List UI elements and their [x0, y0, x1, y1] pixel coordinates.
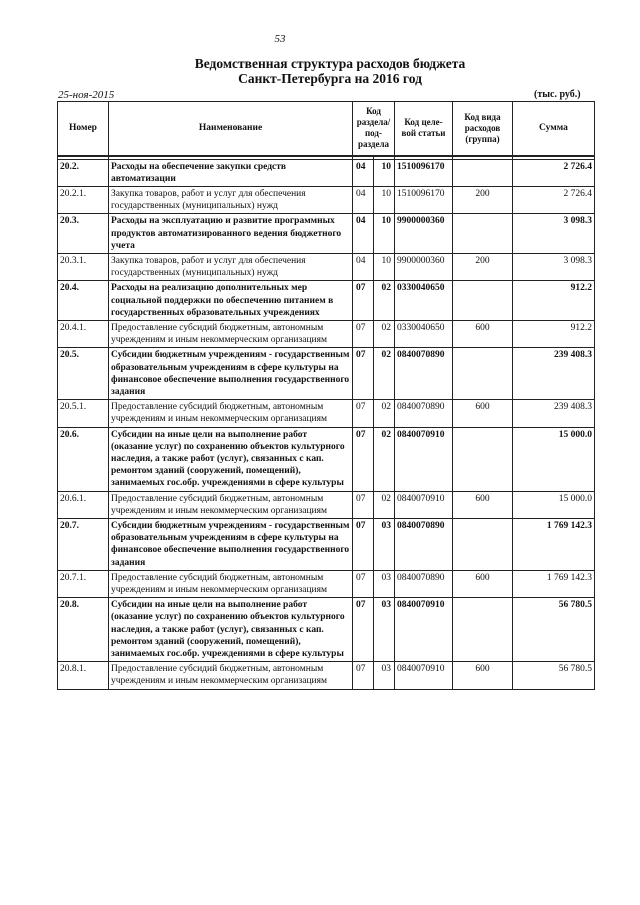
table-body — [58, 156, 595, 690]
cell-section: 07 — [353, 518, 374, 570]
table-row — [58, 662, 595, 689]
cell-number: 20.6. — [58, 427, 109, 491]
cell-target-code: 0330040650 — [395, 281, 453, 321]
units-label: (тыс. руб.) — [534, 89, 581, 100]
cell-target-code: 0840070910 — [395, 662, 453, 689]
cell-number: 20.6.1. — [58, 491, 109, 518]
cell-name: Расходы на эксплуатацию и развитие программных продуктов автоматизированного ведения бюджетного учета — [109, 214, 353, 254]
document-date: 25-ноя-2015 — [58, 89, 115, 101]
cell-target-code: 0840070910 — [395, 427, 453, 491]
cell-section: 07 — [353, 348, 374, 400]
table-row — [58, 491, 595, 518]
cell-expense-type — [453, 281, 513, 321]
cell-name: Предоставление субсидий бюджетным, автономным учреждениям и иным некоммерческим организациям — [109, 570, 353, 597]
cell-section: 07 — [353, 281, 374, 321]
cell-subsection: 03 — [374, 518, 395, 570]
cell-section: 07 — [353, 662, 374, 689]
cell-target-code: 0840070910 — [395, 491, 453, 518]
cell-subsection: 02 — [374, 281, 395, 321]
table-row — [58, 570, 595, 597]
cell-section: 04 — [353, 214, 374, 254]
cell-sum: 1 769 142.3 — [513, 518, 595, 570]
cell-section: 04 — [353, 253, 374, 280]
cell-number: 20.5.1. — [58, 400, 109, 427]
cell-subsection: 02 — [374, 491, 395, 518]
table-row — [58, 427, 595, 491]
header-sum: Сумма — [513, 102, 595, 156]
cell-target-code: 0840070890 — [395, 518, 453, 570]
cell-section: 04 — [353, 159, 374, 186]
header-target: Код целе- вой статьи — [395, 102, 453, 156]
cell-name: Предоставление субсидий бюджетным, автономным учреждениям и иным некоммерческим организациям — [109, 662, 353, 689]
cell-number: 20.4. — [58, 281, 109, 321]
budget-table — [57, 101, 595, 690]
document-title-line-2: Санкт-Петербурга на 2016 год — [238, 71, 422, 86]
cell-sum: 56 780.5 — [513, 662, 595, 689]
cell-section: 04 — [353, 186, 374, 213]
cell-expense-type: 600 — [453, 400, 513, 427]
cell-sum: 2 726.4 — [513, 186, 595, 213]
cell-expense-type — [453, 598, 513, 662]
cell-subsection: 02 — [374, 320, 395, 347]
cell-expense-type: 600 — [453, 320, 513, 347]
table-row — [58, 320, 595, 347]
cell-name: Субсидии бюджетным учреждениям - государственным образовательным учреждениям в сфере культуры на финансовое обеспечение выполнения государственного задания — [109, 518, 353, 570]
cell-name: Предоставление субсидий бюджетным, автономным учреждениям и иным некоммерческим организациям — [109, 400, 353, 427]
cell-target-code: 9900000360 — [395, 253, 453, 280]
table-row — [58, 400, 595, 427]
cell-target-code: 0840070890 — [395, 570, 453, 597]
cell-subsection: 10 — [374, 186, 395, 213]
cell-subsection: 10 — [374, 253, 395, 280]
cell-expense-type: 600 — [453, 570, 513, 597]
page-number: 53 — [274, 33, 286, 45]
cell-sum: 3 098.3 — [513, 214, 595, 254]
cell-subsection: 02 — [374, 427, 395, 491]
cell-number: 20.5. — [58, 348, 109, 400]
cell-target-code: 9900000360 — [395, 214, 453, 254]
cell-expense-type: 600 — [453, 662, 513, 689]
cell-section: 07 — [353, 427, 374, 491]
cell-name: Субсидии на иные цели на выполнение работ (оказание услуг) по сохранению объектов культурного наследия, а также работ (услуг), связанных с кап. ремонтом зданий (сооружений, помещений), занимаемых гос.обр. учреждениями в сфере культуры — [109, 427, 353, 491]
cell-number: 20.3.1. — [58, 253, 109, 280]
cell-target-code: 0840070910 — [395, 598, 453, 662]
cell-expense-type — [453, 159, 513, 186]
header-expense-type: Код вида расходов (группа) — [453, 102, 513, 156]
table-row — [58, 348, 595, 400]
cell-name: Расходы на реализацию дополнительных мер социальной поддержки по обеспечению питанием в государственных образовательных учреждениях — [109, 281, 353, 321]
cell-number: 20.7. — [58, 518, 109, 570]
cell-sum: 15 000.0 — [513, 491, 595, 518]
cell-number: 20.7.1. — [58, 570, 109, 597]
cell-expense-type: 200 — [453, 186, 513, 213]
cell-sum: 56 780.5 — [513, 598, 595, 662]
cell-target-code: 0840070890 — [395, 400, 453, 427]
header-number: Номер — [58, 102, 109, 156]
cell-number: 20.8. — [58, 598, 109, 662]
cell-expense-type — [453, 518, 513, 570]
cell-target-code: 1510096170 — [395, 159, 453, 186]
table-row — [58, 159, 595, 186]
cell-sum: 239 408.3 — [513, 400, 595, 427]
cell-number: 20.4.1. — [58, 320, 109, 347]
cell-name: Закупка товаров, работ и услуг для обеспечения государственных (муниципальных) нужд — [109, 253, 353, 280]
cell-sum: 912.2 — [513, 320, 595, 347]
cell-expense-type — [453, 427, 513, 491]
cell-section: 07 — [353, 570, 374, 597]
table-row — [58, 186, 595, 213]
cell-sum: 15 000.0 — [513, 427, 595, 491]
cell-target-code: 1510096170 — [395, 186, 453, 213]
cell-subsection: 03 — [374, 598, 395, 662]
cell-sum: 3 098.3 — [513, 253, 595, 280]
cell-section: 07 — [353, 491, 374, 518]
cell-sum: 2 726.4 — [513, 159, 595, 186]
cell-sum: 239 408.3 — [513, 348, 595, 400]
header-section: Код раздела/ под- раздела — [353, 102, 395, 156]
cell-expense-type — [453, 348, 513, 400]
cell-subsection: 10 — [374, 214, 395, 254]
cell-number: 20.3. — [58, 214, 109, 254]
cell-subsection: 02 — [374, 348, 395, 400]
cell-target-code: 0330040650 — [395, 320, 453, 347]
cell-name: Закупка товаров, работ и услуг для обеспечения государственных (муниципальных) нужд — [109, 186, 353, 213]
cell-section: 07 — [353, 400, 374, 427]
cell-section: 07 — [353, 320, 374, 347]
cell-name: Субсидии на иные цели на выполнение работ (оказание услуг) по сохранению объектов культурного наследия, а также работ (услуг), связанных с кап. ремонтом зданий (сооружений, помещений), занимаемых гос.обр. учреждениями в сфере культуры — [109, 598, 353, 662]
cell-sum: 912.2 — [513, 281, 595, 321]
cell-name: Субсидии бюджетным учреждениям - государственным образовательным учреждениям в сфере культуры на финансовое обеспечение выполнения государственного задания — [109, 348, 353, 400]
header-name: Наименование — [109, 102, 353, 156]
cell-number: 20.2.1. — [58, 186, 109, 213]
cell-number: 20.2. — [58, 159, 109, 186]
document-title-line-1: Ведомственная структура расходов бюджета — [194, 56, 466, 71]
cell-expense-type — [453, 214, 513, 254]
cell-subsection: 02 — [374, 400, 395, 427]
cell-section: 07 — [353, 598, 374, 662]
cell-subsection: 10 — [374, 159, 395, 186]
table-row — [58, 281, 595, 321]
table-row — [58, 518, 595, 570]
table-row — [58, 598, 595, 662]
cell-name: Расходы на обеспечение закупки средств автоматизации — [109, 159, 353, 186]
cell-subsection: 03 — [374, 570, 395, 597]
cell-subsection: 03 — [374, 662, 395, 689]
cell-number: 20.8.1. — [58, 662, 109, 689]
table-row — [58, 214, 595, 254]
table-row — [58, 253, 595, 280]
cell-name: Предоставление субсидий бюджетным, автономным учреждениям и иным некоммерческим организациям — [109, 320, 353, 347]
cell-expense-type: 600 — [453, 491, 513, 518]
cell-expense-type: 200 — [453, 253, 513, 280]
cell-sum: 1 769 142.3 — [513, 570, 595, 597]
cell-name: Предоставление субсидий бюджетным, автономным учреждениям и иным некоммерческим организациям — [109, 491, 353, 518]
cell-target-code: 0840070890 — [395, 348, 453, 400]
